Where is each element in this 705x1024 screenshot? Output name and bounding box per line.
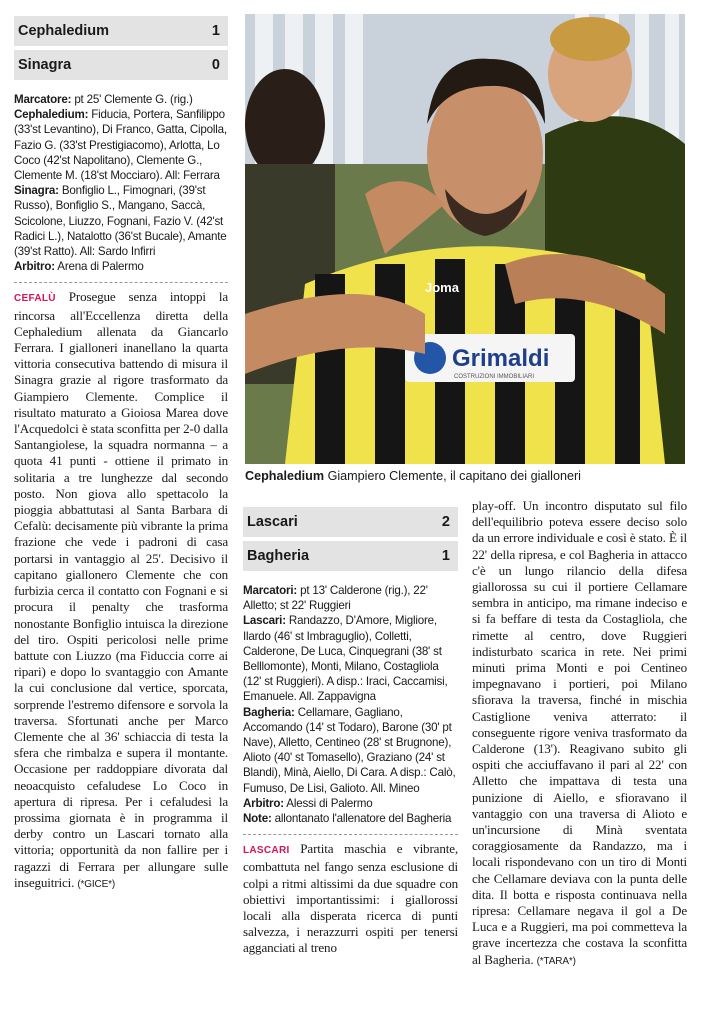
match1-away-team: Sinagra xyxy=(18,57,72,73)
lascari-lineup-text: Randazzo, D'Amore, Migliore, Ilardo (46' st Imbraguglio), Colletti, Calderone, De Luca, Cinquegrani (38' st Belllomonte), Monti, Milano, Costagliola (12' st Ruggieri). A disp.: Iraci, Caccamisi, Emanuele. All. Zappavigna xyxy=(243,614,448,704)
referee2-label: Arbitro: xyxy=(243,796,284,810)
bagheria-lineup-text: Cellamare, Gagliano, Accomando (14' st Todaro), Barone (30' pt Nave), Alletto, Centineo (28' st Brugnone), Alioto (40' st Tomasello), Graziano (24' st Blandi), Minà, Aiello, Di Cara. A disp.: Calò, Fumuso, De Lisi, Galioto. All. Mineo xyxy=(243,705,456,795)
match2-signature: (*TARA*) xyxy=(536,955,576,967)
notes-label: Note: xyxy=(243,812,272,826)
match2-away-team: Bagheria xyxy=(247,548,310,564)
scorer-label: Marcatore: xyxy=(14,93,72,106)
photo-illustration xyxy=(245,14,685,464)
notes-text: allontanato l'allenatore del Bagheria xyxy=(274,812,452,826)
referee-text: Arena di Palermo xyxy=(57,260,144,274)
match2-home-row xyxy=(243,507,458,537)
match2-column xyxy=(243,507,458,957)
referee2-text: Alessi di Palermo xyxy=(286,796,373,810)
bagheria-lineup-label: Bagheria: xyxy=(243,705,295,719)
match2-home-score: 2 xyxy=(441,514,450,530)
home-lineup-text: Fiducia, Portera, Sanfilippo (33'st Levantino), Di Franco, Gatta, Cipolla, Fazio G. (33'st Prestigiacomo), Arlotta, Lo Coco (42'st Napolitano), Clemente G., Clemente M. (18'st Mocciaro). All: Ferrara xyxy=(14,108,227,183)
match2-article-part2 xyxy=(472,498,687,970)
scorers-label: Marcatori: xyxy=(243,584,298,597)
match1-home-row xyxy=(14,16,228,46)
away-lineup-text: Bonfiglio L., Fimognari, (39'st Russo), Bonfiglio S., Mangano, Saccà, Scicolone, Liuzzo, Fognani, Fazio V. (42'st Radici L.), Natalotto (36'st Bucale), Amante (39'st Ratto). All: Sardo Infirri xyxy=(14,184,227,259)
shirt-brand: Joma xyxy=(425,280,459,295)
divider xyxy=(243,834,458,835)
sponsor-subtext: COSTRUZIONI IMMOBILIARI xyxy=(454,374,535,380)
match1-kicker: CEFALÙ xyxy=(14,293,56,305)
scorers-text: pt 13' Calderone (rig.), 22' Alletto; st 22' Ruggieri xyxy=(243,584,428,613)
match1-column xyxy=(14,16,228,893)
match2-home-team: Lascari xyxy=(247,514,298,530)
divider xyxy=(14,282,228,283)
match1-home-team: Cephaledium xyxy=(18,23,110,39)
caption-text: Giampiero Clemente, il capitano dei gialloneri xyxy=(327,469,581,483)
match2-continuation-column xyxy=(472,498,687,970)
scorer-text: pt 25' Clemente G. (rig.) xyxy=(74,93,193,106)
team-celebration-photo xyxy=(245,14,685,464)
match2-facts xyxy=(243,583,458,826)
away-lineup-label: Sinagra: xyxy=(14,184,59,198)
photo-caption xyxy=(245,469,690,483)
match1-home-score: 1 xyxy=(211,23,220,39)
match1-away-row xyxy=(14,50,228,80)
lascari-lineup-label: Lascari: xyxy=(243,614,286,628)
match1-signature: (*GICE*) xyxy=(77,878,116,890)
match2-body-part1: Partita maschia e vibrante, combattuta nel fango senza esclusione di colpi a ritmi altissimi da due squadre con obiettivi importantissimi: i giallorossi locali alla disperata ricerca di punti salvezza, i nerazzurri ospiti per tenersi agganciati al treno xyxy=(243,841,458,956)
match1-body: Prosegue senza intoppi la rincorsa all'Eccellenza diretta della Cephaledium allenata da Giancarlo Ferrara. I gialloneri inanellano la quarta vittoria consecutiva battendo di misura il Sinagra grazie al rigore trasformato da Giampiero Clemente. Complice il risultato maturato a Gioiosa Marea dove l'Acquedolci è stata sconfitta per 2-0 dalla Santangiolese, la squadra normanna – a quota 41 punti - ottiene il primato in solitaria a tre lunghezze dal secondo posto. Non giova allo spettacolo la pioggia abbattutasi al Santa Barbara di Cefalù: decisamente più vibrante la prima frazione che vede i padroni di casa portarsi in vantaggio al 25'. Decisivo il capitano giallonero Clemente che con furbizia cerca il contatto con Fognani e si procura il penalty che trasforma nonostante Bonfiglio intuisca la direzione del tiro. Ospiti pericolosi nelle prime battute con Liuzzo (ma Fiduccia corre ai ripari) e dopo lo svantaggio con Amante la cui conclusione dal vertice, sporcata, sorprende l'estremo difensore e sorvola la traversa. Sfortunati anche per Marco Clemente che al 36' schiaccia di testa la sfera che rimbalza e supera il montante. Occasione per raddoppiare divorata dal neoacquisto cefaludese Lo Coco in apertura di ripresa. Per i cefaludesi la prossima giornata è in programma il derby contro un Lascari tornato alla vittoria; opportunità da non fallire per i ragazzi di Ferrara per allungare sulle inseguitrici. xyxy=(14,289,229,890)
match1-away-score: 0 xyxy=(211,57,220,73)
referee-label: Arbitro: xyxy=(14,260,55,274)
match2-body-part2: play-off. Un incontro disputato sul filo dell'equilibrio poteva essere deciso solo da un errore individuale e così è stato. È il 22' della ripresa, e col Bagheria in attacco c'è un lungo rilancio della difesa giallorossa su cui il portiere Cellamare sembra in anticipo, ma rimane indeciso e si fa beffare di testa da Costagliola, che rimette al centro, dove Ruggieri indisturbato scarica in rete. Nei primi minuti prima Monti e poi Centineo impegnavano i portieri, poi Milano sfiorava la traversa, finché in mischia Castiglione veniva atterrato: il conseguente rigore veniva trasformato da Calderone (13'). Reagivano subito gli ospiti che acciuffavano il pari al 22' con Alletto che impattava di testa una punizione di Aiello, e sfioravano il vantaggio con una traversa di Alioto e un'incursione di Minà sventata coraggiosamente da Randazzo, ma i locali rispondevano con un tiro di Monti che Cellamare deviava con la punta delle dita. Il botta e risposta continuava nella ripresa: Cellamare negava il gol a De Luca e a Ruggieri, ma poi commetteva la grave incertezza che costava la sconfitta al Bagheria. xyxy=(472,498,687,967)
match2-away-row xyxy=(243,541,458,571)
match1-facts xyxy=(14,92,228,274)
sponsor-text: Grimaldi xyxy=(452,345,550,372)
home-lineup-label: Cephaledium: xyxy=(14,108,89,122)
caption-team: Cephaledium xyxy=(245,469,325,483)
match2-article-part1 xyxy=(243,841,458,956)
match1-article xyxy=(14,289,228,893)
match2-away-score: 1 xyxy=(441,548,450,564)
match2-kicker: LASCARI xyxy=(243,845,290,857)
